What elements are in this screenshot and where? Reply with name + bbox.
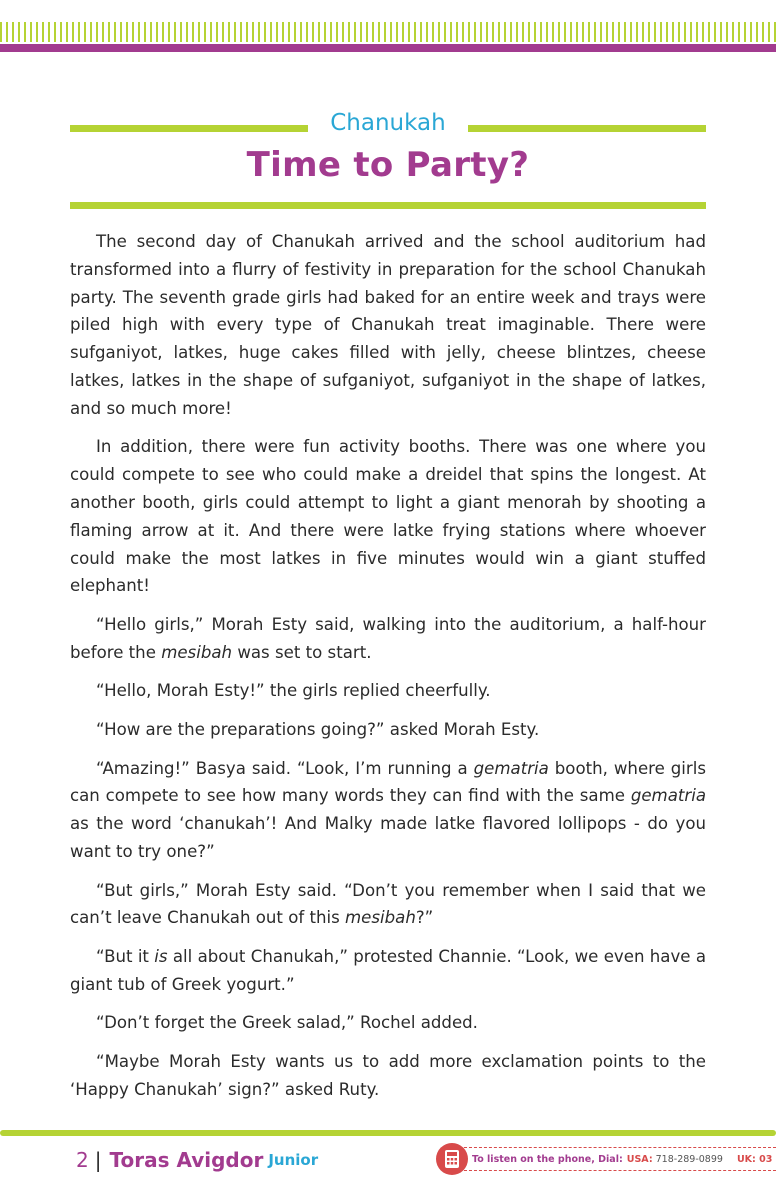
paragraph-5: “How are the preparations going?” asked Morah Esty.	[96, 719, 540, 739]
category-row	[70, 106, 706, 142]
paragraph-9: “Don’t forget the Greek salad,” Rochel added.	[96, 1013, 478, 1033]
paragraph-1: The second day of Chanukah arrived and the school auditorium had transformed into a flurry of festivity in preparation for the school Chanukah party. The seventh grade girls had baked for an entire week and trays were piled high with every type of Chanukah treat imaginable. There were sufganiyot, latkes, huge cakes filled with jelly, cheese blintzes, cheese latkes, latkes in the shape of sufganiyot, sufganiyot in the shape of latkes, and so much more!	[70, 232, 706, 418]
page-number: 2	[76, 1148, 89, 1172]
footer-rule	[0, 1130, 776, 1136]
uk-label: UK: 03	[736, 1153, 773, 1165]
paragraph-10: “Maybe Morah Esty wants us to add more exclamation points to the ‘Happy Chanukah’ sign?” asked Ruty.	[70, 1051, 706, 1099]
phone-label: To listen on the phone, Dial:	[472, 1153, 623, 1165]
page-footer	[76, 1145, 318, 1175]
category-label: Chanukah	[330, 110, 446, 136]
article-header	[70, 106, 706, 209]
paragraph-7: “But girls,” Morah Esty said. “Don’t you remember when I said that we can’t leave Chanukah out of this mesibah?”	[70, 880, 706, 928]
paragraph-4: “Hello, Morah Esty!” the girls replied cheerfully.	[96, 681, 491, 701]
page-title: Time to Party?	[246, 145, 530, 185]
paragraph-3: “Hello girls,” Morah Esty said, walking into the auditorium, a half-hour before the mesibah was set to start.	[70, 614, 706, 662]
phone-info	[436, 1143, 776, 1175]
usa-label: USA:	[626, 1153, 653, 1165]
title-underline-rule	[70, 202, 706, 209]
brand-logo-subtext: Junior	[268, 1151, 319, 1169]
paragraph-6: “Amazing!” Basya said. “Look, I’m running a gematria booth, where girls can compete to see how many words they can find with the same gematria as the word ‘chanukah’! And Malky made latke flavored lollipops - do you want to try one?”	[70, 758, 706, 861]
brand-logo-text: Toras Avigdor	[109, 1148, 264, 1172]
footer-divider: |	[94, 1148, 102, 1172]
paragraph-8: “But it is all about Chanukah,” protested Channie. “Look, we even have a giant tub of Greek yogurt.”	[70, 946, 706, 994]
paragraph-2: In addition, there were fun activity booths. There was one where you could compete to see who could make a dreidel that spins the longest. At another booth, girls could attempt to light a giant menorah by shooting a flaming arrow at it. And there were latke frying stations where whoever could make the most latkes in five minutes would win a giant stuffed elephant!	[70, 437, 706, 596]
top-purple-bar	[0, 44, 776, 52]
article-body	[70, 228, 706, 1114]
top-tick-border	[0, 22, 776, 42]
category-rule-right	[468, 125, 706, 132]
phone-number-box	[464, 1147, 776, 1171]
usa-number: 718-289-0899	[655, 1153, 723, 1165]
